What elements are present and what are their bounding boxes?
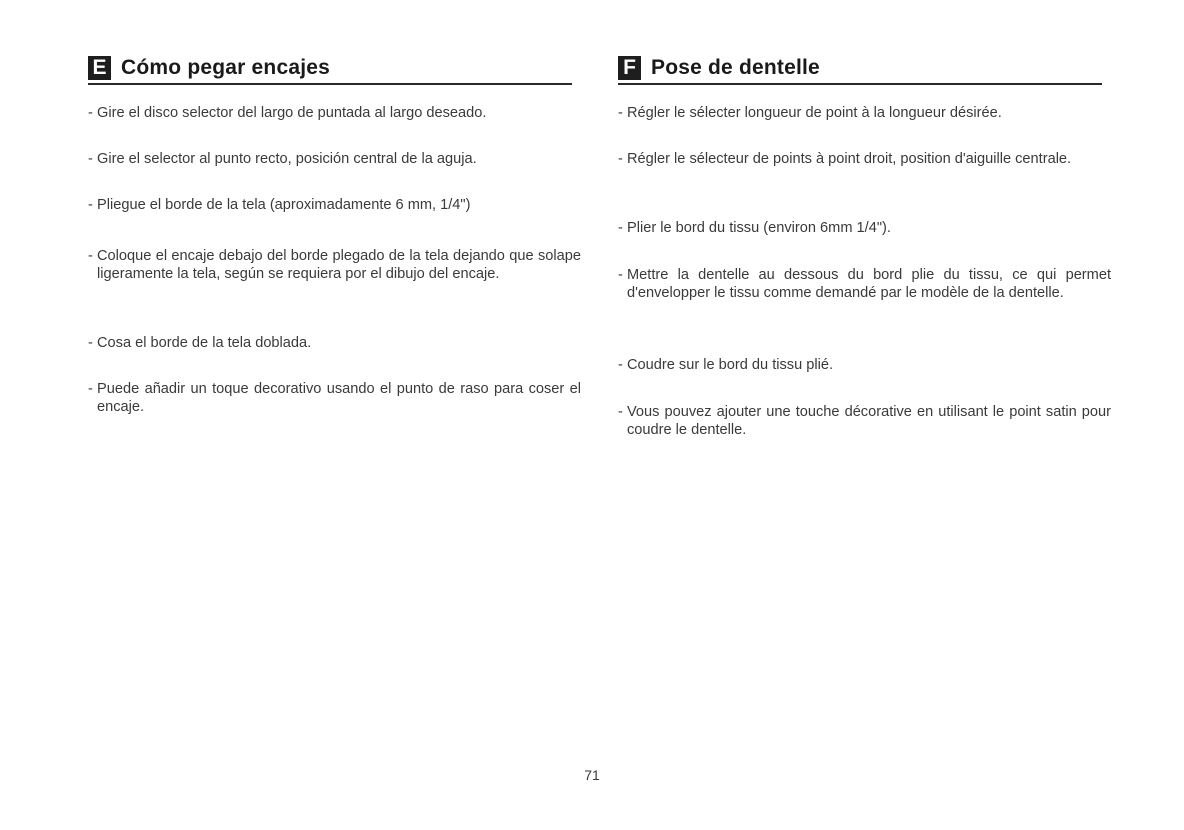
french-step-4 [618, 266, 1111, 302]
step-text: Coudre sur le bord du tissu plié. [627, 357, 834, 373]
list-dash: - [88, 151, 93, 167]
french-section [618, 52, 1111, 438]
french-step-1 [618, 104, 1111, 122]
spanish-section-title: Cómo pegar encajes [121, 56, 331, 79]
spanish-step-1 [88, 104, 581, 122]
spanish-step-5 [88, 334, 581, 352]
french-step-2 [618, 150, 1111, 168]
spanish-heading [88, 52, 572, 85]
list-dash: - [88, 105, 93, 121]
step-text: Gire el disco selector del largo de puntada al largo deseado. [97, 105, 487, 121]
step-text: Mettre la dentelle au dessous du bord plie du tissu, ce qui permet d'envelopper le tissu comme demandé par le modèle de la dentelle. [627, 267, 1111, 301]
list-dash: - [618, 267, 623, 283]
step-text: Plier le bord du tissu (environ 6mm 1/4"). [627, 220, 891, 236]
step-text: Régler le sélecteur de points à point droit, position d'aiguille centrale. [627, 151, 1072, 167]
list-dash: - [618, 220, 623, 236]
french-step-3 [618, 219, 1111, 237]
step-text: Pliegue el borde de la tela (aproximadamente 6 mm, 1/4") [97, 197, 471, 213]
spanish-section [88, 52, 581, 415]
language-badge-e: E [88, 56, 111, 80]
list-dash: - [618, 151, 623, 167]
list-dash: - [88, 248, 93, 264]
french-step-5 [618, 356, 1111, 374]
step-text: Régler le sélecter longueur de point à la longueur désirée. [627, 105, 1002, 121]
step-text: Cosa el borde de la tela doblada. [97, 335, 312, 351]
spanish-step-3 [88, 196, 581, 214]
step-text: Puede añadir un toque decorativo usando el punto de raso para coser el encaje. [97, 381, 581, 415]
list-dash: - [618, 105, 623, 121]
spanish-step-6 [88, 380, 581, 416]
french-step-6 [618, 403, 1111, 439]
page-number: 71 [584, 767, 600, 783]
french-heading [618, 52, 1102, 85]
step-text: Gire el selector al punto recto, posición central de la aguja. [97, 151, 477, 167]
spanish-step-2 [88, 150, 581, 168]
french-section-title: Pose de dentelle [651, 56, 820, 79]
list-dash: - [88, 335, 93, 351]
list-dash: - [618, 357, 623, 373]
language-badge-f: F [618, 56, 641, 80]
step-text: Vous pouvez ajouter une touche décorative en utilisant le point satin pour coudre le dentelle. [627, 404, 1111, 438]
list-dash: - [88, 381, 93, 397]
list-dash: - [618, 404, 623, 420]
step-text: Coloque el encaje debajo del borde plegado de la tela dejando que solape ligeramente la tela, según se requiera por el dibujo del encaje. [97, 248, 581, 282]
list-dash: - [88, 197, 93, 213]
spanish-step-4 [88, 247, 581, 283]
